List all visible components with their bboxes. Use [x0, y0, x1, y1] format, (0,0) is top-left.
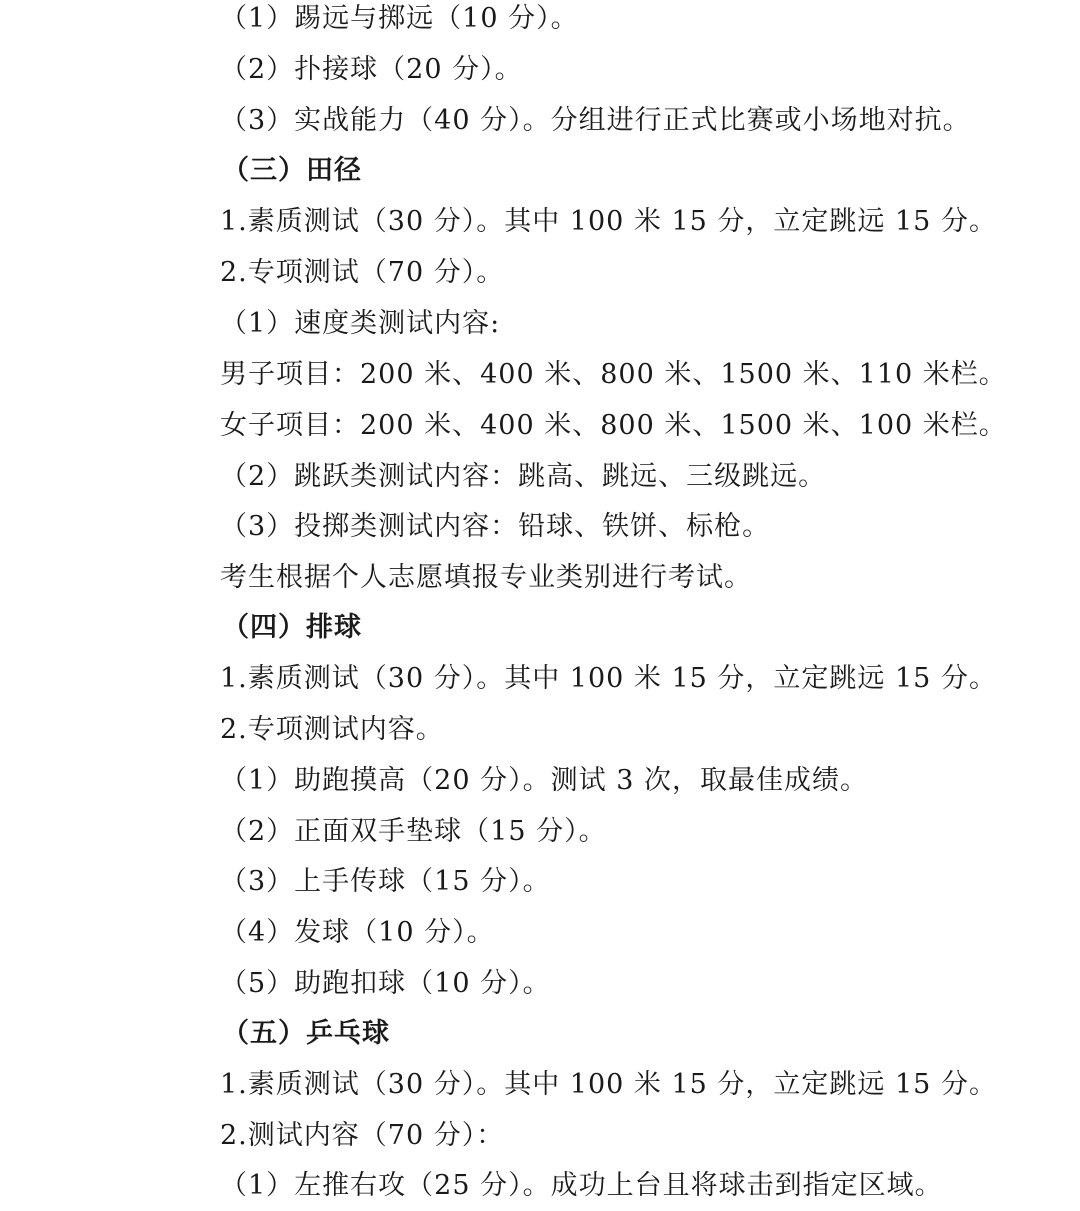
paragraph: 1.素质测试（30 分）。其中 100 米 15 分，立定跳远 15 分。 — [220, 663, 997, 694]
paragraph: 1.素质测试（30 分）。其中 100 米 15 分，立定跳远 15 分。 — [220, 206, 997, 237]
list-item: （1）踢远与掷远（10 分）。 — [220, 3, 579, 34]
section-heading: （三）田径 — [222, 155, 362, 186]
paragraph: 男子项目：200 米、400 米、800 米、1500 米、110 米栏。 — [220, 359, 1007, 390]
list-item: （2）扑接球（20 分）。 — [220, 54, 523, 85]
paragraph: 2.专项测试（70 分）。 — [220, 257, 505, 288]
list-item: （2）正面双手垫球（15 分）。 — [220, 816, 607, 847]
list-item: （1）左推右攻（25 分）。成功上台且将球击到指定区域。 — [220, 1170, 943, 1201]
list-item: （3）上手传球（15 分）。 — [220, 866, 551, 897]
list-item: （3）实战能力（40 分）。分组进行正式比赛或小场地对抗。 — [220, 105, 971, 136]
list-item: （3）投掷类测试内容：铅球、铁饼、标枪。 — [220, 511, 771, 542]
paragraph: 2.测试内容（70 分）： — [220, 1120, 505, 1151]
section-heading: （五）乒乓球 — [222, 1018, 390, 1049]
paragraph: 2.专项测试内容。 — [220, 714, 444, 745]
list-item: （4）发球（10 分）。 — [220, 917, 495, 948]
paragraph: 女子项目：200 米、400 米、800 米、1500 米、100 米栏。 — [220, 410, 1007, 441]
list-item: （1）速度类测试内容: — [220, 308, 501, 339]
list-item: （5）助跑扣球（10 分）。 — [220, 968, 551, 999]
section-heading: （四）排球 — [222, 612, 362, 643]
list-item: （1）助跑摸高（20 分）。测试 3 次，取最佳成绩。 — [220, 765, 868, 796]
list-item: （2）跳跃类测试内容：跳高、跳远、三级跳远。 — [220, 461, 827, 492]
paragraph: 1.素质测试（30 分）。其中 100 米 15 分，立定跳远 15 分。 — [220, 1069, 997, 1100]
paragraph: 考生根据个人志愿填报专业类别进行考试。 — [220, 562, 752, 593]
